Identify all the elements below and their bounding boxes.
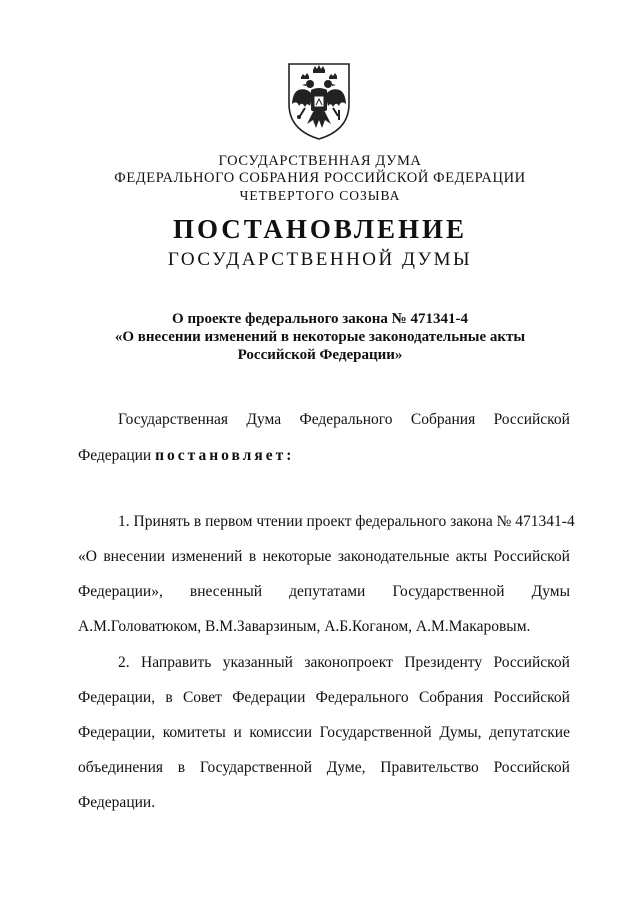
word: Думе, — [326, 759, 366, 776]
para1-line-4: А.М.Головатюком, В.М.Заварзиным, А.Б.Коганом, А.М.Макаровым. — [78, 618, 531, 635]
word: законодательные — [337, 548, 450, 565]
word: Федерации, — [78, 724, 156, 741]
para1-line-2 — [78, 547, 570, 567]
word: Федерального — [299, 411, 393, 428]
header-line-3: ЧЕТВЕРТОГО СОЗЫВА — [239, 188, 401, 203]
preamble-line-1 — [118, 410, 570, 430]
word: в — [248, 548, 257, 565]
para2-line-1 — [118, 653, 570, 673]
word: Собрания — [418, 689, 484, 706]
word: Собрания — [410, 411, 476, 428]
para2-line-2 — [78, 688, 570, 708]
header-line-1: ГОСУДАРСТВЕННАЯ ДУМА — [218, 153, 422, 169]
word: внесенный — [189, 583, 263, 600]
subject-line-1: О проекте федерального закона № 471341-4 — [172, 311, 468, 327]
word: в — [165, 689, 173, 706]
word: «О — [78, 548, 97, 565]
header-line-2: ФЕДЕРАЛЬНОГО СОБРАНИЯ РОССИЙСКОЙ ФЕДЕРАЦИИ — [114, 170, 526, 186]
word: Российской — [493, 411, 570, 428]
preamble-resolves: постановляет: — [155, 447, 295, 464]
word: Федерации», — [78, 583, 163, 600]
word: Федерального — [315, 689, 409, 706]
word: комитеты — [162, 724, 226, 741]
word: Государственной — [319, 724, 432, 741]
word: Президенту — [404, 654, 483, 671]
word: указанный — [222, 654, 293, 671]
word: Российской — [493, 689, 570, 706]
preamble-line-2-start: Федерации — [78, 447, 152, 464]
word: депутатские — [489, 724, 570, 741]
word: внесении — [103, 548, 166, 565]
word: Федерации, — [78, 689, 156, 706]
word: и — [233, 724, 242, 741]
word: некоторые — [262, 548, 332, 565]
document-subtitle: ГОСУДАРСТВЕННОЙ ДУМЫ — [167, 249, 473, 270]
word: Государственной — [199, 759, 313, 776]
subject-line-2: «О внесении изменений в некоторые законодательные акты — [114, 329, 526, 345]
para1-line-1: 1. Принять в первом чтении проект федерального закона № 471341-4 — [118, 513, 575, 530]
para2-line-4 — [78, 758, 570, 778]
word: акты — [455, 548, 488, 565]
word: Российской — [493, 548, 570, 565]
word: Направить — [141, 654, 212, 671]
word: Государственной — [392, 583, 505, 600]
preamble-line-2 — [78, 446, 294, 466]
word: Федерации — [232, 689, 306, 706]
word: депутатами — [289, 583, 366, 600]
word: Совет — [182, 689, 222, 706]
subject-line-3: Российской Федерации» — [237, 347, 403, 363]
para2-line-5: Федерации. — [78, 794, 156, 811]
word: в — [177, 759, 186, 776]
word: Дума — [246, 411, 282, 428]
russian-coat-of-arms-icon — [283, 60, 355, 142]
document-title: ПОСТАНОВЛЕНИЕ — [172, 214, 468, 244]
word: 2. — [118, 654, 130, 671]
word: объединения — [78, 759, 164, 776]
word: комиссии — [249, 724, 313, 741]
word: Думы, — [439, 724, 482, 741]
word: законопроект — [304, 654, 393, 671]
word: изменений — [171, 548, 243, 565]
para1-line-3 — [78, 582, 570, 602]
para2-line-3 — [78, 723, 570, 743]
word: Российской — [493, 654, 570, 671]
word: Государственная — [118, 411, 229, 428]
word: Правительство — [380, 759, 479, 776]
word: Российской — [493, 759, 570, 776]
word: Думы — [531, 583, 570, 600]
